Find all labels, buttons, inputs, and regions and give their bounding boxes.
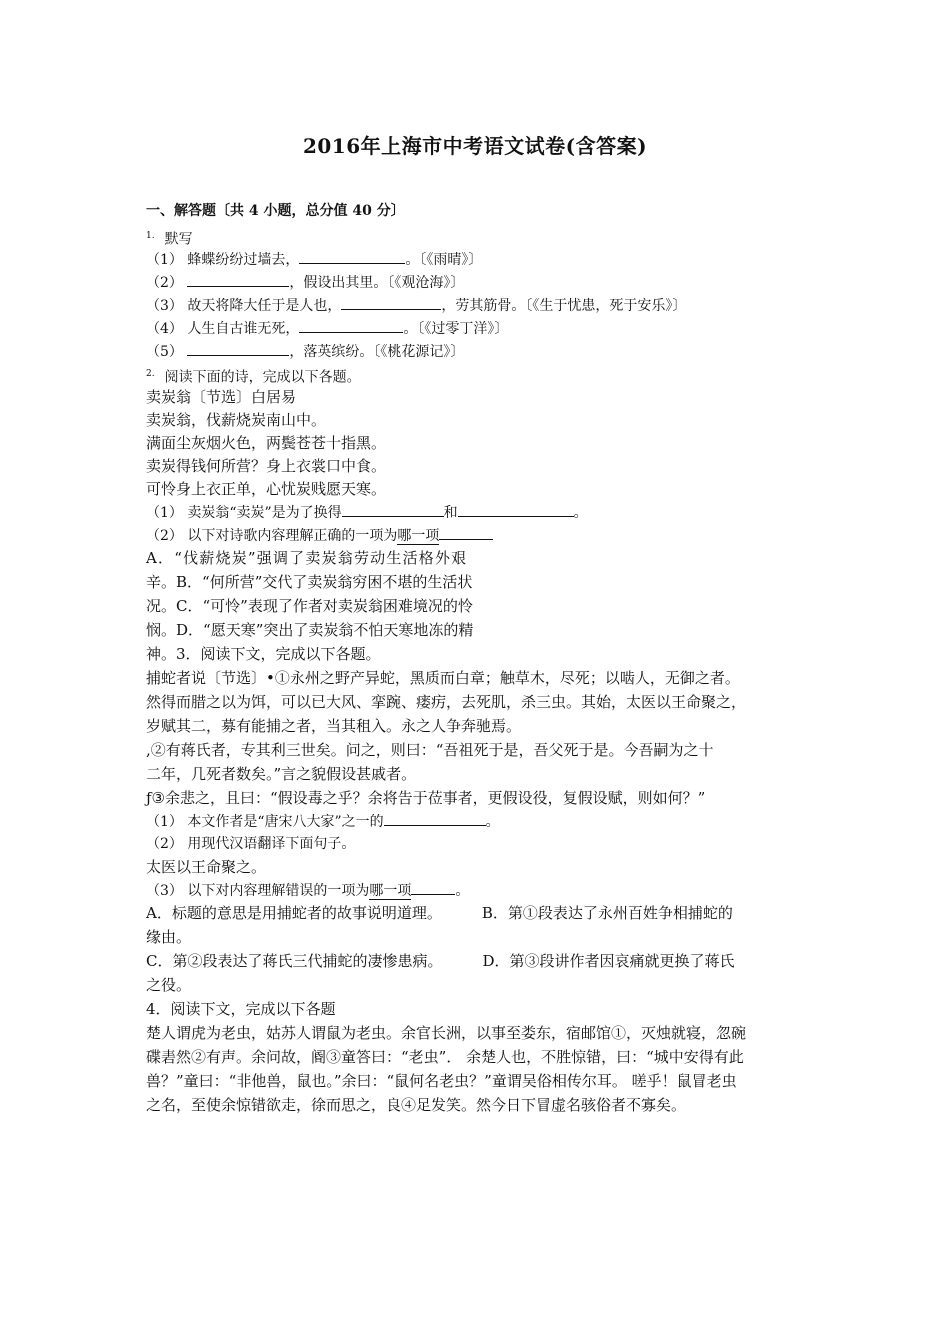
q2-option-line-3: 况。C．“可怜”表现了作者对卖炭翁困难境况的怜 — [146, 597, 473, 615]
q1-number: 1. — [146, 231, 155, 241]
answer-blank[interactable] — [187, 273, 289, 287]
poem-line-2: 卖炭翁，伐薪烧炭南山中。 — [146, 411, 327, 429]
q2-sub2-underlined: 哪一项 — [397, 528, 440, 544]
q2-title: 阅读下面的诗，完成以下各题。 — [164, 369, 361, 386]
q1-item-2-text: （2） — [146, 275, 188, 291]
q3-sub3-end: 。 — [455, 883, 470, 899]
q2-sub1 — [146, 503, 588, 522]
q1-item-1 — [146, 250, 482, 269]
q4-passage-line-4: 之名，至使余惊错欲走，徐而思之，良④足发笑。然今日下冒虚名骇俗者不寡矣。 — [146, 1096, 687, 1114]
q3-option-b-cont: 缘由。 — [146, 928, 192, 946]
q2-option-line-2: 辛。B．“何所营”交代了卖炭翁穷困不堪的生活状 — [146, 573, 473, 591]
answer-blank[interactable] — [411, 881, 455, 895]
q1-item-2 — [146, 273, 464, 292]
q3-option-c: C．第②段表达了蒋氏三代捕蛇的凄惨患病。 — [146, 952, 443, 970]
q3-option-a: A．标题的意思是用捕蛇者的故事说明道理。 — [146, 904, 442, 922]
q1-title-line — [146, 227, 193, 249]
q2-sub1-text: （1） 卖炭翁“卖炭”是为了换得 — [146, 505, 342, 521]
q3-option-d-cont: 之役。 — [146, 976, 192, 994]
q2-title-line — [146, 365, 361, 387]
poem-line-5: 可怜身上衣正单，心忧炭贱愿天寒。 — [146, 480, 387, 498]
q3-sub1-text: （1） 本文作者是“唐宋八大家”之一的 — [146, 814, 384, 830]
document-title: 2016年上海市中考语文试卷(含答案) — [302, 134, 648, 158]
answer-blank[interactable] — [341, 296, 441, 310]
q3-sub3-text: （3） 以下对内容理解错误的一项为 — [146, 883, 370, 899]
q1-item-3-source: ，劳其筋骨。〔《生于忧患，死于安乐》〕 — [441, 298, 687, 314]
q1-item-5-source: ，落英缤纷。〔《桃花源记》〕 — [289, 344, 465, 360]
q3-passage-line-4: ,②有蒋氏者，专其利三世矣。问之，则曰：“吾祖死于是，吾父死于是。今吾嗣为之十 — [146, 741, 714, 759]
q2-option-line-5: 神。3．阅读下文，完成以下各题。 — [146, 645, 381, 663]
q3-option-b: B．第①段表达了永州百姓争相捕蛇的 — [481, 904, 733, 922]
q2-option-line-4: 悯。D．“愿天寒”突出了卖炭翁不怕天寒地冻的精 — [146, 621, 474, 639]
q1-item-4-source: 。〔《过零丁洋》〕 — [403, 321, 509, 337]
q1-item-2-source: ，假设出其里。〔《观沧海》〕 — [289, 275, 465, 291]
q1-title: 默写 — [164, 231, 193, 248]
poem-line-4: 卖炭得钱何所营？身上衣裳口中食。 — [146, 457, 387, 475]
q2-option-line-1: A．“伐薪烧炭”强调了卖炭翁劳动生活格外艰 — [146, 549, 468, 567]
q4-passage-line-2: 碟砉然②有声。余问故，阍③童答曰：“老虫”． 余楚人也，不胜惊错，曰：“城中安得有此 — [146, 1048, 744, 1066]
answer-blank[interactable] — [458, 503, 574, 517]
q3-sub2: （2） 用现代汉语翻译下面句子。 — [146, 836, 356, 852]
answer-blank[interactable] — [187, 342, 289, 356]
q1-item-4 — [146, 319, 508, 338]
q3-passage-line-2: 然得而腊之以为饵，可以已大风、挛踠、瘘疠，去死肌，杀三虫。其始，太医以王命聚之， — [146, 693, 747, 711]
q1-item-3-text: （3） 故天将降大任于是人也， — [146, 298, 342, 314]
q3-passage-line-5: 二年，几死者数矣。”言之貌假设甚戚者。 — [146, 765, 417, 783]
answer-blank[interactable] — [342, 503, 444, 517]
q2-sub1-end: 。 — [573, 505, 588, 521]
q3-options-ab — [146, 904, 733, 922]
q3-sub1-end: 。 — [485, 814, 500, 830]
q3-sub3-underlined: 哪一项 — [369, 883, 412, 899]
q3-passage-line-6: ƒ③余悲之，且曰：“假设毒之乎？余将告于莅事者，更假设役，复假设赋，则如何？” — [146, 789, 706, 807]
poem-line-3: 满面尘灰烟火色，两鬓苍苍十指黑。 — [146, 434, 387, 452]
q1-item-1-source: 。〔《雨晴》〕 — [405, 252, 483, 268]
q2-sub1-and: 和 — [443, 505, 458, 521]
q1-item-5 — [146, 342, 464, 361]
answer-blank[interactable] — [384, 812, 486, 826]
q1-item-4-text: （4） 人生自古谁无死， — [146, 321, 300, 337]
answer-blank[interactable] — [299, 250, 405, 264]
poem-line-1: 卖炭翁〔节选〕白居易 — [146, 388, 297, 406]
q4-passage-line-1: 楚人谓虎为老虫，姑苏人谓鼠为老虫。余官长洲，以事至娄东，宿邮馆①，灭烛就寝，忽碗 — [146, 1024, 747, 1042]
section-heading: 一、解答题〔共 4 小题，总分值 40 分〕 — [146, 203, 405, 219]
q3-sub2-sentence: 太医以王命聚之。 — [146, 858, 267, 876]
q4-title: 4．阅读下文，完成以下各题 — [146, 1000, 336, 1018]
q2-sub2-text: （2） 以下对诗歌内容理解正确的一项为 — [146, 528, 398, 544]
q2-sub2 — [146, 526, 493, 545]
answer-blank[interactable] — [439, 526, 493, 540]
q3-option-d: D．第③段讲作者因哀痛就更换了蒋氏 — [482, 952, 735, 970]
q1-item-3 — [146, 296, 686, 315]
q3-passage-line-1: 捕蛇者说〔节选〕•①永州之野产异蛇，黑质而白章；触草木，尽死；以啮人，无御之者。 — [146, 669, 740, 687]
q3-passage-line-3: 岁赋其二，募有能捕之者，当其租入。永之人争奔驰焉。 — [146, 717, 522, 735]
q3-sub1 — [146, 812, 500, 831]
q4-passage-line-3: 兽？”童曰：“非他兽，鼠也。”余曰：“鼠何名老虫？”童谓吴俗相传尔耳。 嗟乎！鼠冒老虫 — [146, 1072, 737, 1090]
q3-sub3 — [146, 881, 469, 900]
q1-item-1-text: （1） 蜂蝶纷纷过墙去， — [146, 252, 300, 268]
q1-item-5-text: （5） — [146, 344, 188, 360]
answer-blank[interactable] — [299, 319, 403, 333]
q2-number: 2. — [146, 369, 155, 379]
q3-options-cd — [146, 952, 735, 970]
